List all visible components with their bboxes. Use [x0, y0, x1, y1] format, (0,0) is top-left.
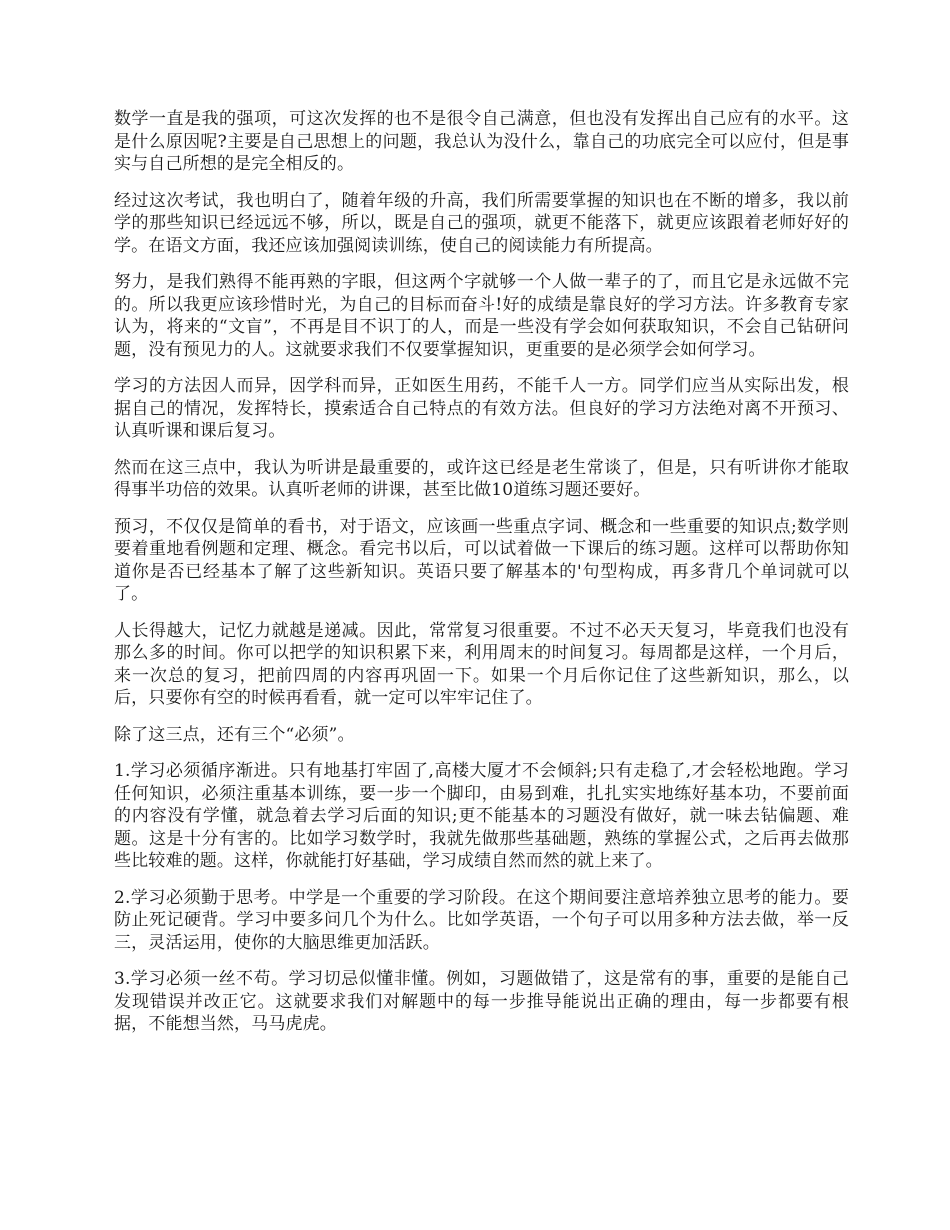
document-body	[114, 108, 849, 1050]
paragraph: 然而在这三点中，我认为听讲是最重要的，或许这已经是老生常谈了，但是，只有听讲你才能取得事半功倍的效果。认真听老师的讲课，甚至比做10道练习题还要好。	[114, 457, 849, 500]
paragraph: 2.学习必须勤于思考。中学是一个重要的学习阶段。在这个期间要注意培养独立思考的能力。要防止死记硬背。学习中要多问几个为什么。比如学英语，一个句子可以用多种方法去做，举一反三，灵活运用，使你的大脑思维更加活跃。	[114, 887, 849, 953]
paragraph: 努力，是我们熟得不能再熟的字眼，但这两个字就够一个人做一辈子的了，而且它是永远做不完的。所以我更应该珍惜时光，为自己的目标而奋斗!好的成绩是靠良好的学习方法。许多教育专家认为，将来的“文盲”，不再是目不识丁的人，而是一些没有学会如何获取知识，不会自己钻研问题，没有预见力的人。这就要求我们不仅要掌握知识，更重要的是必须学会如何学习。	[114, 272, 849, 360]
paragraph: 3.学习必须一丝不苟。学习切忌似懂非懂。例如，习题做错了，这是常有的事，重要的是能自己发现错误并改正它。这就要求我们对解题中的每一步推导能说出正确的理由，每一步都要有根据，不能想当然，马马虎虎。	[114, 969, 849, 1034]
paragraph: 数学一直是我的强项，可这次发挥的也不是很令自己满意，但也没有发挥出自己应有的水平。这是什么原因呢?主要是自己思想上的问题，我总认为没什么，靠自己的功底完全可以应付，但是事实与自己所想的是完全相反的。	[114, 109, 849, 174]
paragraph: 学习的方法因人而异，因学科而异，正如医生用药，不能千人一方。同学们应当从实际出发，根据自己的情况，发挥特长，摸索适合自己特点的有效方法。但良好的学习方法绝对离不开预习、认真听课和课后复习。	[114, 376, 849, 441]
paragraph: 人长得越大，记忆力就越是递减。因此，常常复习很重要。不过不必天天复习，毕竟我们也没有那么多的时间。你可以把学的知识积累下来，利用周末的时间复习。每周都是这样，一个月后，来一次总的复习，把前四周的内容再巩固一下。如果一个月后你记住了这些新知识，那么，以后，只要你有空的时候再看看，就一定可以牢牢记住了。	[114, 620, 849, 708]
paragraph: 1.学习必须循序渐进。只有地基打牢固了,高楼大厦才不会倾斜;只有走稳了,才会轻松地跑。学习任何知识，必须注重基本训练，要一步一个脚印，由易到难，扎扎实实地练好基本功，不要前面的内容没有学懂，就急着去学习后面的知识;更不能基本的习题没有做好，就一味去钻偏题、难题。这是十分有害的。比如学习数学时，我就先做那些基础题，熟练的掌握公式，之后再去做那些比较难的题。这样，你就能打好基础，学习成绩自然而然的就上来了。	[114, 761, 849, 871]
paragraph: 除了这三点，还有三个“必须”。	[114, 724, 355, 745]
paragraph: 预习，不仅仅是简单的看书，对于语文，应该画一些重点字词、概念和一些重要的知识点;数学则要着重地看例题和定理、概念。看完书以后，可以试着做一下课后的练习题。这样可以帮助你知道你是否已经基本了解了这些新知识。英语只要了解基本的'句型构成，再多背几个单词就可以了。	[114, 516, 849, 604]
paragraph: 经过这次考试，我也明白了，随着年级的升高，我们所需要掌握的知识也在不断的增多，我以前学的那些知识已经远远不够，所以，既是自己的强项，就更不能落下，就更应该跟着老师好好的学。在语文方面，我还应该加强阅读训练，使自己的阅读能力有所提高。	[114, 190, 849, 256]
